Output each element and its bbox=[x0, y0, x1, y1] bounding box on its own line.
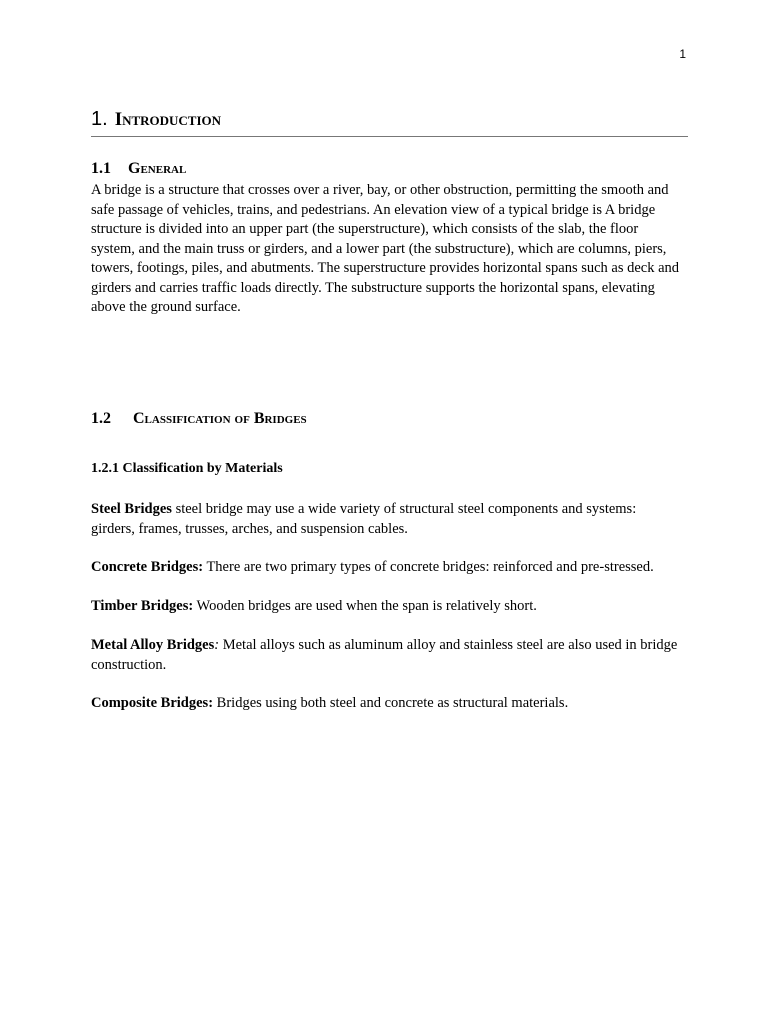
material-description: Bridges using both steel and concrete as structural materials. bbox=[213, 695, 569, 711]
material-separator: : bbox=[214, 637, 220, 653]
section-heading-general bbox=[91, 160, 186, 178]
section-number: 1.2 bbox=[91, 410, 111, 427]
material-term: Steel Bridges bbox=[91, 501, 172, 517]
subsection-heading-materials: 1.2.1 Classification by Materials bbox=[91, 461, 283, 476]
section-title: Classification of Bridges bbox=[133, 410, 307, 427]
material-description: Metal alloys such as aluminum alloy and stainless steel are also used in bridge construction. bbox=[91, 637, 678, 673]
material-timber-bridges bbox=[91, 597, 681, 617]
material-metal-alloy-bridges bbox=[91, 636, 681, 675]
material-concrete-bridges bbox=[91, 558, 681, 578]
page-number: 1 bbox=[679, 47, 686, 61]
material-term: Composite Bridges: bbox=[91, 695, 214, 711]
chapter-title: Introduction bbox=[114, 109, 222, 130]
chapter-number: 1. bbox=[91, 108, 108, 130]
general-paragraph: A bridge is a structure that crosses over a river, bay, or other obstruction, permitting the smooth and safe passage of vehicles, trains, and pedestrians. An elevation view of a typical bridge is A bridge structure is divided into an upper part (the superstructure), which consists of the slab, the floor system, and the main truss or girders, and a lower part (the substructure), which are columns, piers, towers, footings, piles, and abutments. The superstructure provides horizontal spans such as deck and girders and carries traffic loads directly. The substructure supports the horizontal spans, elevating above the ground surface. bbox=[91, 182, 680, 315]
material-description: Wooden bridges are used when the span is relatively short. bbox=[193, 598, 537, 614]
section-heading-classification bbox=[91, 410, 307, 428]
material-steel-bridges bbox=[91, 500, 681, 539]
material-term: Concrete Bridges: bbox=[91, 559, 204, 575]
material-term: Timber Bridges: bbox=[91, 598, 194, 614]
material-composite-bridges bbox=[91, 694, 681, 714]
material-term: Metal Alloy Bridges bbox=[91, 637, 215, 653]
chapter-heading bbox=[91, 106, 688, 137]
section-number: 1.1 bbox=[91, 160, 111, 177]
section-title: General bbox=[128, 160, 187, 177]
material-description: steel bridge may use a wide variety of structural steel components and systems: girders, frames, trusses, arches, and suspension cables. bbox=[91, 501, 637, 537]
material-description: There are two primary types of concrete bridges: reinforced and pre-stressed. bbox=[203, 559, 654, 575]
